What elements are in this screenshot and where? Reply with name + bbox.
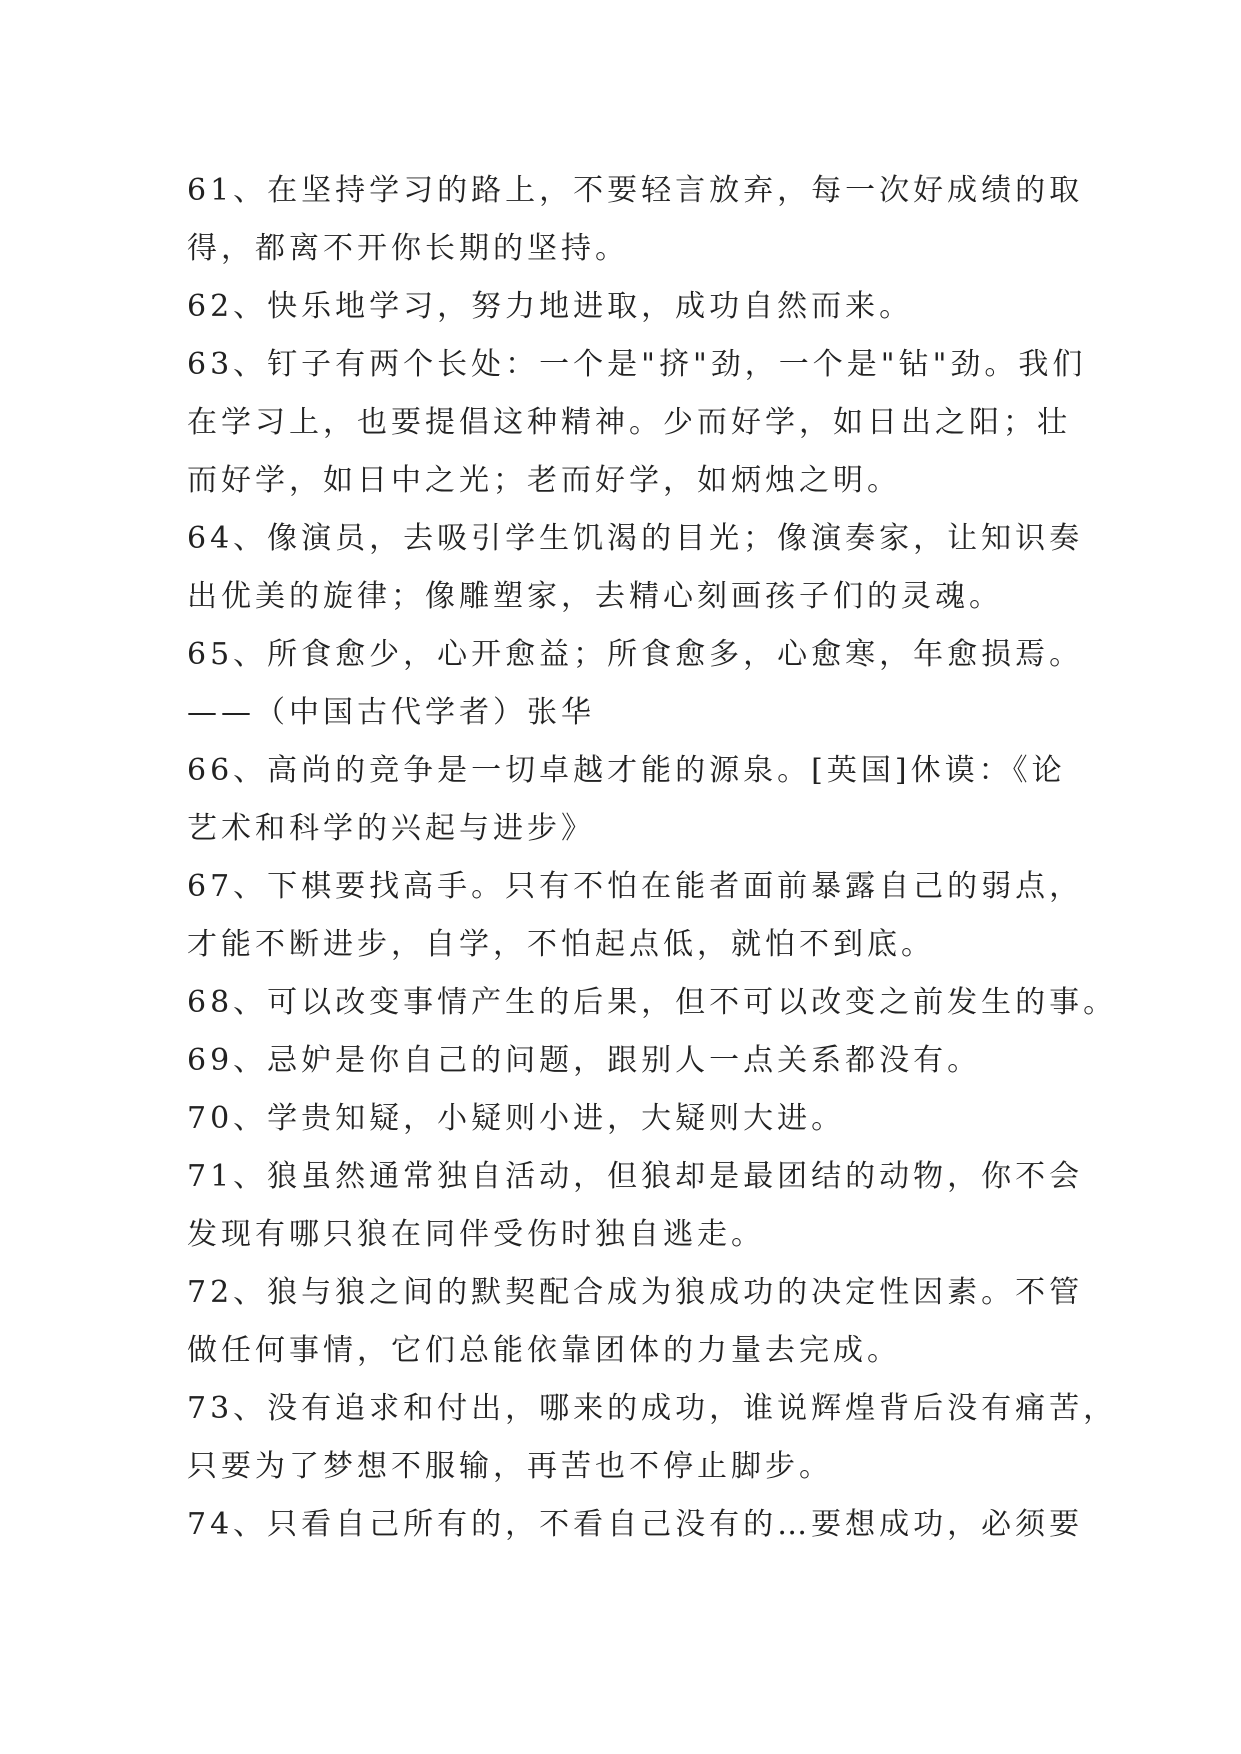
text-line: 63、钉子有两个长处：一个是"挤"劲，一个是"钻"劲。我们 [187,347,1087,382]
text-line: 才能不断进步，自学，不怕起点低，就怕不到底。 [187,927,935,962]
text-line: 发现有哪只狼在同伴受伤时独自逃走。 [187,1217,765,1252]
text-line: 61、在坚持学习的路上，不要轻言放弃，每一次好成绩的取 [187,173,1084,208]
text-line: 做任何事情，它们总能依靠团体的力量去完成。 [187,1333,901,1368]
text-line: 得，都离不开你长期的坚持。 [187,231,629,266]
text-line: 66、高尚的竞争是一切卓越才能的源泉。[英国]休谟：《论 [187,753,1066,788]
text-line: 69、忌妒是你自己的问题，跟别人一点关系都没有。 [187,1043,982,1078]
text-line: 70、学贵知疑，小疑则小进，大疑则大进。 [187,1101,846,1136]
text-line: 而好学，如日中之光；老而好学，如炳烛之明。 [187,463,901,498]
text-line: 62、快乐地学习，努力地进取，成功自然而来。 [187,289,914,324]
text-line: 73、没有追求和付出，哪来的成功，谁说辉煌背后没有痛苦， [187,1391,1118,1426]
text-line: 71、狼虽然通常独自活动，但狼却是最团结的动物，你不会 [187,1159,1084,1194]
text-line: 67、下棋要找高手。只有不怕在能者面前暴露自己的弱点， [187,869,1084,904]
text-line: 64、像演员，去吸引学生饥渴的目光；像演奏家，让知识奏 [187,521,1084,556]
text-line: 65、所食愈少，心开愈益；所食愈多，心愈寒，年愈损焉。 [187,637,1084,672]
text-line: 只要为了梦想不服输，再苦也不停止脚步。 [187,1449,833,1484]
text-line: 72、狼与狼之间的默契配合成为狼成功的决定性因素。不管 [187,1275,1084,1310]
text-line: 艺术和科学的兴起与进步》 [187,811,595,846]
text-line: 出优美的旋律；像雕塑家，去精心刻画孩子们的灵魂。 [187,579,1003,614]
text-line: 74、只看自己所有的，不看自己没有的…要想成功，必须要 [187,1507,1084,1542]
text-line: 68、可以改变事情产生的后果，但不可以改变之前发生的事。 [187,985,1118,1020]
text-line: 在学习上，也要提倡这种精神。少而好学，如日出之阳；壮 [187,405,1071,440]
document-body [187,162,1118,1554]
text-line: ——（中国古代学者）张华 [187,695,595,730]
